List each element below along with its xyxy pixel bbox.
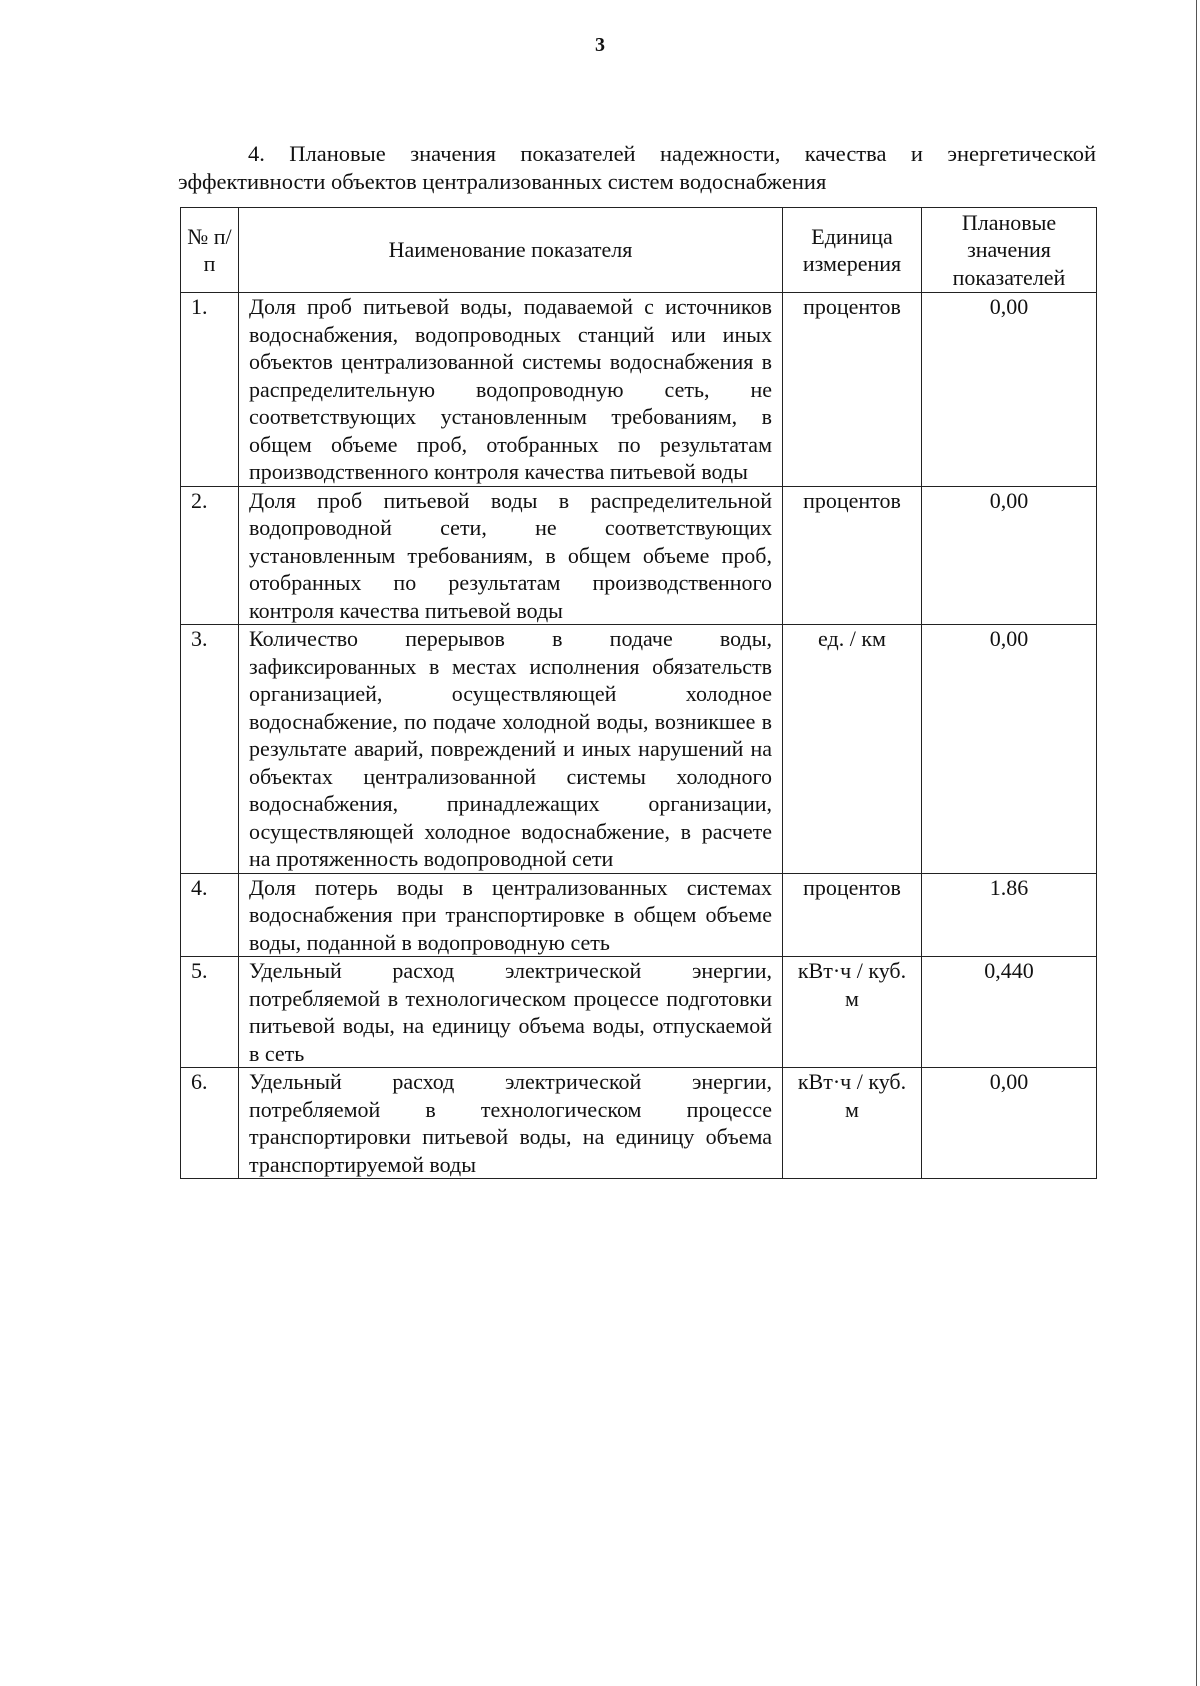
indicator-value: 0,00 bbox=[922, 293, 1097, 487]
row-number: 6. bbox=[181, 1068, 239, 1179]
row-number: 2. bbox=[181, 486, 239, 625]
indicator-name: Количество перерывов в подаче воды, зафиксированных в местах исполнения обязательств организацией, осуществляющей холодное водоснабжение, по подаче холодной воды, возникшее в результате аварий, повреждений и иных нарушений на объектах централизованной системы холодного водоснабжения, принадлежащих организации, осуществляющей холодное водоснабжение, в расчете на протяженность водопроводной сети bbox=[239, 625, 783, 874]
table-row bbox=[181, 873, 1097, 957]
header-unit: Единица измерения bbox=[783, 208, 922, 293]
section-heading: 4. Плановые значения показателей надежности, качества и энергетической эффективности объектов централизованных систем водоснабжения bbox=[178, 141, 1096, 194]
header-indicator-name: Наименование показателя bbox=[239, 208, 783, 293]
row-number: 3. bbox=[181, 625, 239, 874]
indicator-name: Доля проб питьевой воды, подаваемой с источников водоснабжения, водопроводных станций или иных объектов централизованной системы водоснабжения в распределительную водопроводную сеть, не соответствующих установленным требованиям, в общем объеме проб, отобранных по результатам производственного контроля качества питьевой воды bbox=[239, 293, 783, 487]
indicator-unit: ед. / км bbox=[783, 625, 922, 874]
indicator-unit: процентов bbox=[783, 873, 922, 957]
table-row bbox=[181, 957, 1097, 1068]
table-row bbox=[181, 486, 1097, 625]
indicator-unit: кВт·ч / куб. м bbox=[783, 957, 922, 1068]
indicator-unit: процентов bbox=[783, 486, 922, 625]
indicator-name: Доля проб питьевой воды в распределительной водопроводной сети, не соответствующих установленным требованиям, в общем объеме проб, отобранных по результатам производственного контроля качества питьевой воды bbox=[239, 486, 783, 625]
table-header-row bbox=[181, 208, 1097, 293]
indicators-table bbox=[180, 207, 1097, 1179]
indicator-value: 1.86 bbox=[922, 873, 1097, 957]
header-number: № п/п bbox=[181, 208, 239, 293]
page-number: 3 bbox=[595, 34, 605, 56]
row-number: 4. bbox=[181, 873, 239, 957]
indicator-unit: кВт·ч / куб. м bbox=[783, 1068, 922, 1179]
table-row bbox=[181, 293, 1097, 487]
indicator-name: Удельный расход электрической энергии, потребляемой в технологическом процессе подготовки питьевой воды, на единицу объема воды, отпускаемой в сеть bbox=[239, 957, 783, 1068]
indicator-name: Удельный расход электрической энергии, потребляемой в технологическом процессе транспортировки питьевой воды, на единицу объема транспортируемой воды bbox=[239, 1068, 783, 1179]
indicator-value: 0,00 bbox=[922, 625, 1097, 874]
indicator-value: 0,00 bbox=[922, 1068, 1097, 1179]
indicator-value: 0,440 bbox=[922, 957, 1097, 1068]
table-row bbox=[181, 1068, 1097, 1179]
indicator-unit: процентов bbox=[783, 293, 922, 487]
table-row bbox=[181, 625, 1097, 874]
scan-edge-line bbox=[1196, 0, 1197, 1686]
header-planned-value: Плановые значения показателей bbox=[922, 208, 1097, 293]
row-number: 1. bbox=[181, 293, 239, 487]
indicator-name: Доля потерь воды в централизованных системах водоснабжения при транспортировке в общем объеме воды, поданной в водопроводную сеть bbox=[239, 873, 783, 957]
row-number: 5. bbox=[181, 957, 239, 1068]
indicator-value: 0,00 bbox=[922, 486, 1097, 625]
